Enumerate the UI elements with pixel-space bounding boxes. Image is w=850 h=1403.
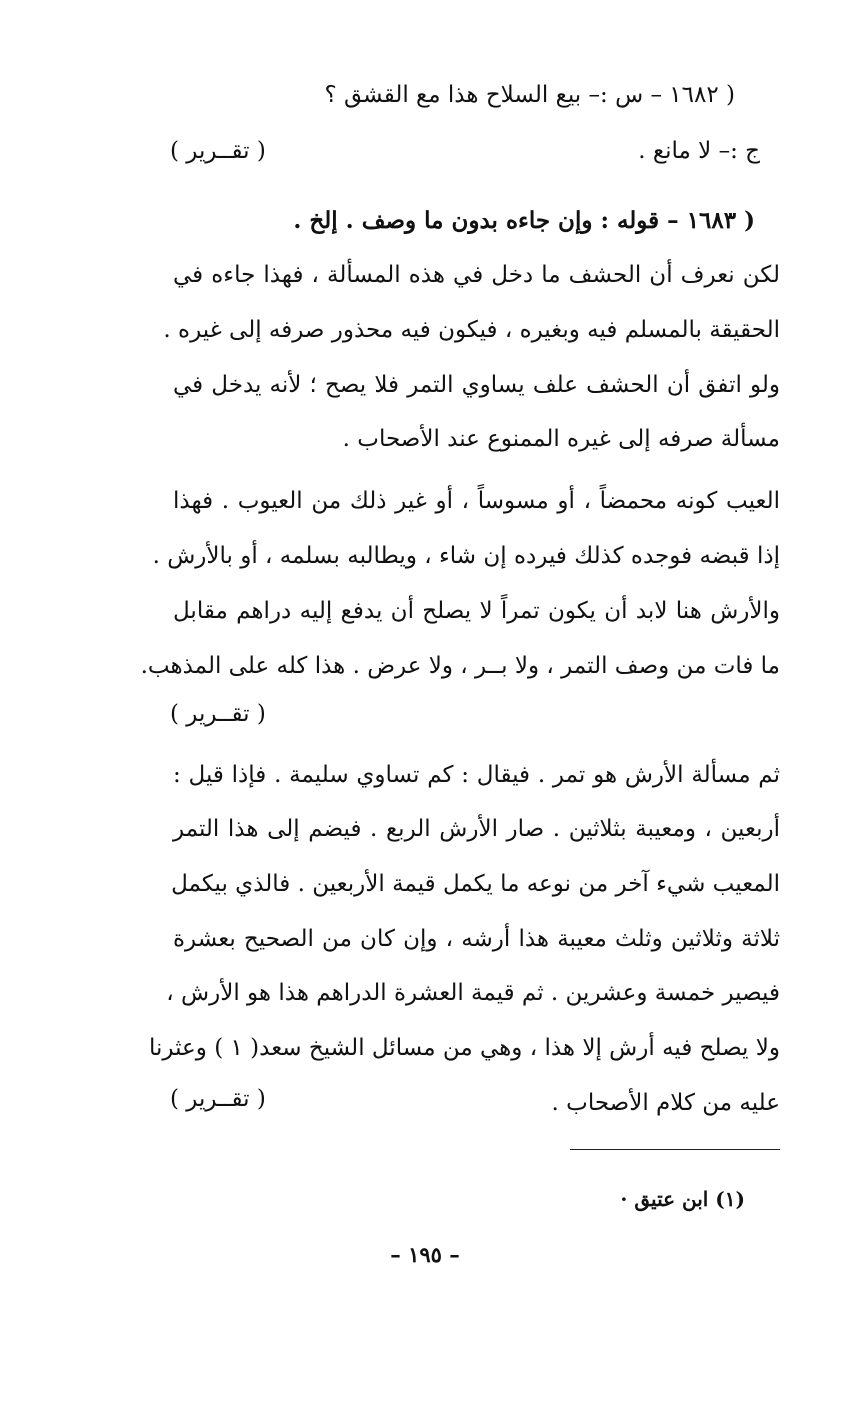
source-tag: ( تقــرير )	[170, 138, 266, 164]
text-line: فيصير خمسة وعشرين . ثم قيمة العشرة الدراهم هذا هو الأرش ،	[166, 980, 780, 1006]
source-tag: ( تقــرير )	[170, 701, 266, 727]
text-line: لكن نعرف أن الحشف ما دخل في هذه المسألة ، فهذا جاءه في	[173, 262, 780, 288]
text-line: الحقيقة بالمسلم فيه وبغيره ، فيكون فيه محذور صرفه إلى غيره .	[163, 317, 780, 343]
footnote: (١) ابن عتيق ·	[620, 1187, 745, 1211]
text-line: العيب كونه محمضاً ، أو مسوساً ، أو غير ذلك من العيوب . فهذا	[173, 488, 780, 514]
text-line: مسألة صرفه إلى غيره الممنوع عند الأصحاب .	[342, 426, 780, 452]
text-line: والأرش هنا لابد أن يكون تمراً لا يصلح أن يدفع إليه دراهم مقابل	[173, 598, 780, 624]
text-line: ما فات من وصف التمر ، ولا بــر ، ولا عرض . هذا كله على المذهب.	[140, 653, 780, 679]
footnote-divider	[570, 1149, 780, 1150]
text-line: ثم مسألة الأرش هو تمر . فيقال : كم تساوي سليمة . فإذا قيل :	[173, 762, 780, 788]
page-number: – ١٩٥ –	[390, 1242, 460, 1267]
text-line: المعيب شيء آخر من نوعه ما يكمل قيمة الأربعين . فالذي بيكمل	[171, 871, 780, 897]
text-line: عليه من كلام الأصحاب .	[551, 1090, 780, 1116]
text-line: ولو اتفق أن الحشف علف يساوي التمر فلا يصح ؛ لأنه يدخل في	[173, 372, 780, 398]
answer-1682: ج :– لا مانع .	[638, 138, 760, 164]
heading-1683: ( ١٦٨٣ – قوله : وإن جاءه بدون ما وصف . إلخ .	[293, 207, 755, 234]
text-line: إذا قبضه فوجده كذلك فيرده إن شاء ، ويطالبه بسلمه ، أو بالأرش .	[152, 543, 780, 569]
text-line: ولا يصلح فيه أرش إلا هذا ، وهي من مسائل الشيخ سعد( ١ ) وعثرنا	[149, 1035, 780, 1061]
text-line: أربعين ، ومعيبة بثلاثين . صار الأرش الربع . فيضم إلى هذا التمر	[173, 816, 780, 842]
source-tag: ( تقــرير )	[170, 1086, 266, 1112]
question-1682: ( ١٦٨٢ – س :– بيع السلاح هذا مع القشق ؟	[324, 82, 735, 108]
text-line: ثلاثة وثلاثين وثلث معيبة هذا أرشه ، وإن كان من الصحيح بعشرة	[173, 926, 780, 952]
